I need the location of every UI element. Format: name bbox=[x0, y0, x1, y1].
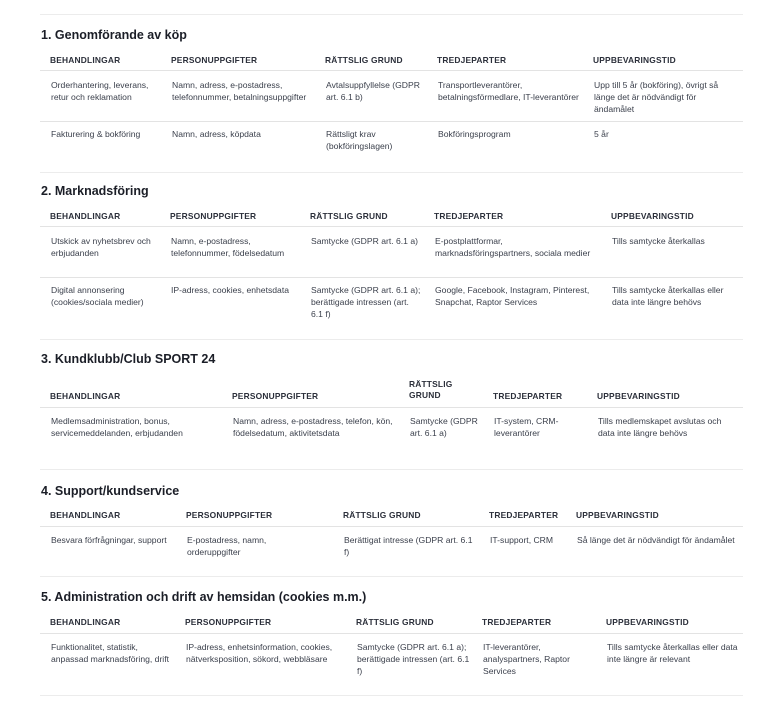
table-header-line bbox=[40, 226, 743, 227]
section-divider bbox=[40, 695, 743, 696]
cell-rattslig-grund: Samtycke (GDPR art. 6.1 a) bbox=[311, 236, 418, 246]
section-title-4: 4. Support/kundservice bbox=[41, 484, 180, 498]
section-divider bbox=[40, 14, 743, 15]
cell-personuppgifter: Namn, adress, e-postadress, telefon, kön, födelsedatum, aktivitetsdata bbox=[233, 416, 393, 438]
cell-personuppgifter: IP-adress, enhetsinformation, cookies, nätverksposition, sökord, webbläsare bbox=[186, 642, 333, 664]
header-uppbevaringstid: UPPBEVARINGSTID bbox=[576, 510, 659, 520]
header-uppbevaringstid: UPPBEVARINGSTID bbox=[593, 55, 676, 65]
cell-personuppgifter: E-postadress, namn, orderuppgifter bbox=[187, 535, 267, 557]
cell-rattslig-grund: Samtycke (GDPR art. 6.1 a); berättigade intressen (art. 6.1 f) bbox=[357, 642, 470, 676]
cell-behandling: Fakturering & bokföring bbox=[51, 129, 141, 139]
cell-personuppgifter: Namn, adress, köpdata bbox=[172, 129, 261, 139]
cell-uppbevaringstid: Tills samtycke återkallas eller data inte längre behövs bbox=[612, 285, 724, 307]
cell-rattslig-grund: Berättigat intresse (GDPR art. 6.1 f) bbox=[344, 535, 473, 557]
header-rattslig-grund: RÄTTSLIG GRUND bbox=[310, 211, 388, 221]
table-header-line bbox=[40, 407, 743, 408]
cell-rattslig-grund: Rättsligt krav (bokföringslagen) bbox=[326, 129, 393, 151]
section-divider bbox=[40, 576, 743, 577]
header-uppbevaringstid: UPPBEVARINGSTID bbox=[606, 617, 689, 627]
header-uppbevaringstid: UPPBEVARINGSTID bbox=[597, 391, 680, 401]
header-uppbevaringstid: UPPBEVARINGSTID bbox=[611, 211, 694, 221]
table-header-line bbox=[40, 633, 743, 634]
header-behandlingar: BEHANDLINGAR bbox=[50, 391, 121, 401]
cell-uppbevaringstid: 5 år bbox=[594, 129, 609, 139]
cell-rattslig-grund: Avtalsuppfyllelse (GDPR art. 6.1 b) bbox=[326, 80, 420, 102]
cell-tredjeparter: E-postplattformar, marknadsföringspartners, sociala medier bbox=[435, 236, 591, 258]
section-divider bbox=[40, 469, 743, 470]
cell-uppbevaringstid: Tills samtycke återkallas eller data inte längre är relevant bbox=[607, 642, 738, 664]
section-divider bbox=[40, 172, 743, 173]
header-personuppgifter: PERSONUPPGIFTER bbox=[171, 55, 258, 65]
header-rattslig-grund: RÄTTSLIG GRUND bbox=[343, 510, 421, 520]
cell-uppbevaringstid: Upp till 5 år (bokföring), övrigt så länge det är nödvändigt för ändamålet bbox=[594, 80, 719, 114]
cell-behandling: Besvara förfrågningar, support bbox=[51, 535, 167, 545]
cell-rattslig-grund: Samtycke (GDPR art. 6.1 a) bbox=[410, 416, 478, 438]
cell-personuppgifter: Namn, adress, e-postadress, telefonnummer, betalningsuppgifter bbox=[172, 80, 307, 102]
cell-behandling: Funktionalitet, statistik, anpassad marknadsföring, drift bbox=[51, 642, 169, 664]
header-personuppgifter: PERSONUPPGIFTER bbox=[186, 510, 273, 520]
header-personuppgifter: PERSONUPPGIFTER bbox=[232, 391, 319, 401]
section-divider bbox=[40, 339, 743, 340]
cell-personuppgifter: IP-adress, cookies, enhetsdata bbox=[171, 285, 289, 295]
section-title-3: 3. Kundklubb/Club SPORT 24 bbox=[41, 352, 216, 366]
header-rattslig-grund: RÄTTSLIG GRUND bbox=[356, 617, 434, 627]
cell-tredjeparter: Transportleverantörer, betalningsförmedlare, IT-leverantörer bbox=[438, 80, 579, 102]
cell-behandling: Orderhantering, leverans, retur och reklamation bbox=[51, 80, 149, 102]
cell-tredjeparter: IT-system, CRM-leverantörer bbox=[494, 416, 559, 438]
cell-uppbevaringstid: Tills medlemskapet avslutas och data inte längre behövs bbox=[598, 416, 722, 438]
header-behandlingar: BEHANDLINGAR bbox=[50, 55, 121, 65]
cell-tredjeparter: Google, Facebook, Instagram, Pinterest, Snapchat, Raptor Services bbox=[435, 285, 590, 307]
table-row-line bbox=[40, 121, 743, 122]
header-tredjeparter: TREDJEPARTER bbox=[437, 55, 507, 65]
header-rattslig-grund: RÄTTSLIG GRUND bbox=[409, 379, 453, 400]
header-tredjeparter: TREDJEPARTER bbox=[489, 510, 559, 520]
cell-behandling: Digital annonsering (cookies/sociala medier) bbox=[51, 285, 144, 307]
table-row-line bbox=[40, 277, 743, 278]
section-title-2: 2. Marknadsföring bbox=[41, 184, 149, 198]
cell-personuppgifter: Namn, e-postadress, telefonnummer, födelsedatum bbox=[171, 236, 285, 258]
section-title-1: 1. Genomförande av köp bbox=[41, 28, 187, 42]
cell-uppbevaringstid: Tills samtycke återkallas bbox=[612, 236, 705, 246]
header-behandlingar: BEHANDLINGAR bbox=[50, 510, 121, 520]
section-title-5: 5. Administration och drift av hemsidan (cookies m.m.) bbox=[41, 590, 367, 604]
header-tredjeparter: TREDJEPARTER bbox=[493, 391, 563, 401]
cell-uppbevaringstid: Så länge det är nödvändigt för ändamålet bbox=[577, 535, 735, 545]
header-tredjeparter: TREDJEPARTER bbox=[434, 211, 504, 221]
cell-rattslig-grund: Samtycke (GDPR art. 6.1 a); berättigade intressen (art. 6.1 f) bbox=[311, 285, 421, 319]
header-behandlingar: BEHANDLINGAR bbox=[50, 211, 121, 221]
table-header-line bbox=[40, 526, 743, 527]
header-tredjeparter: TREDJEPARTER bbox=[482, 617, 552, 627]
header-behandlingar: BEHANDLINGAR bbox=[50, 617, 121, 627]
header-rattslig-grund: RÄTTSLIG GRUND bbox=[325, 55, 403, 65]
cell-behandling: Utskick av nyhetsbrev och erbjudanden bbox=[51, 236, 151, 258]
header-personuppgifter: PERSONUPPGIFTER bbox=[170, 211, 257, 221]
cell-tredjeparter: IT-support, CRM bbox=[490, 535, 554, 545]
cell-tredjeparter: IT-leverantörer, analyspartners, Raptor Services bbox=[483, 642, 570, 676]
table-header-line bbox=[40, 70, 743, 71]
cell-tredjeparter: Bokföringsprogram bbox=[438, 129, 511, 139]
header-personuppgifter: PERSONUPPGIFTER bbox=[185, 617, 272, 627]
cell-behandling: Medlemsadministration, bonus, servicemeddelanden, erbjudanden bbox=[51, 416, 183, 438]
